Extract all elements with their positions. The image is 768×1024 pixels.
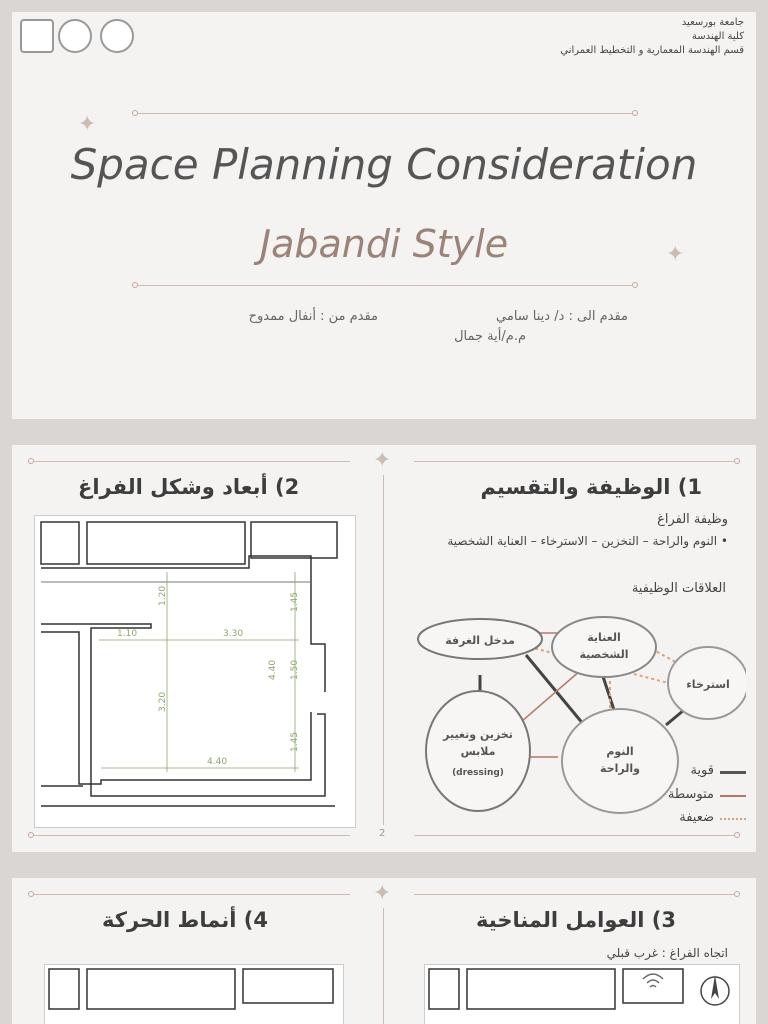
- bubble-relax-label: استرخاء: [686, 678, 730, 691]
- header-rule-left: [30, 894, 350, 895]
- bubble-sleep: [562, 709, 678, 813]
- dim-145b: 1.45: [290, 731, 300, 752]
- footer-rule-left: [30, 835, 350, 836]
- faculty-logo: [58, 19, 92, 53]
- legend-medium: متوسطة: [667, 787, 714, 802]
- plan-wall: [467, 969, 615, 1009]
- faculty-name: كلية الهندسة: [691, 31, 744, 42]
- institution-block: [560, 16, 744, 58]
- plan-wall: [251, 522, 337, 558]
- legend-strong-line: [720, 771, 746, 774]
- north-arrow-icon: [711, 975, 719, 999]
- floor-plan: [34, 515, 356, 828]
- divider-dot: [734, 891, 740, 897]
- bubble-sleep-label: النوم: [606, 745, 634, 758]
- divider-dot: [28, 832, 34, 838]
- divider-dot: [734, 458, 740, 464]
- plan-wall: [49, 969, 79, 1009]
- legend-weak-line: [720, 818, 746, 820]
- bullet-icon: •: [717, 534, 728, 548]
- divider-dot: [132, 282, 138, 288]
- presented-to: مقدم الى : د/ دينا سامي: [496, 309, 628, 324]
- function-bullet-text: النوم والراحة – التخزين – الاسترخاء – العناية الشخصية: [447, 534, 718, 548]
- divider-dot: [132, 110, 138, 116]
- title-slide: [12, 12, 756, 419]
- presented-by: مقدم من : أنفال ممدوح: [248, 309, 378, 324]
- header-rule-right: [414, 894, 736, 895]
- plan-wall: [243, 969, 333, 1003]
- column-divider: [383, 475, 384, 825]
- top-divider: [136, 113, 636, 114]
- bubble-care-label: العناية: [587, 631, 621, 644]
- plan-wall: [41, 624, 325, 796]
- legend-weak: ضعيفة: [679, 810, 714, 825]
- legend-strong: قوية: [690, 763, 714, 778]
- plan-wall: [41, 522, 79, 564]
- bubble-care-label-2: الشخصية: [579, 648, 629, 661]
- bubble-storage-label: تخزين وتغيير: [443, 728, 513, 741]
- university-name: جامعة بورسعيد: [681, 17, 744, 28]
- university-logo: [20, 19, 54, 53]
- column-divider: [383, 908, 384, 1024]
- section-heading-climate: 3) العوامل المناخية: [476, 908, 676, 932]
- section-heading-function: 1) الوظيفة والتقسيم: [480, 475, 702, 499]
- function-bullet: [447, 534, 728, 548]
- dim-330: 3.30: [223, 629, 244, 639]
- plan-wall: [87, 522, 245, 564]
- dim-440v: 4.40: [268, 659, 278, 680]
- dim-150: 1.50: [290, 659, 300, 680]
- department-logo: [100, 19, 134, 53]
- dim-320: 3.20: [158, 691, 168, 712]
- bottom-divider: [136, 285, 636, 286]
- bubble-storage-label-2: ملابس: [460, 745, 496, 758]
- divider-dot: [632, 110, 638, 116]
- wind-icon: [643, 974, 663, 987]
- sparkle-icon: ✦: [373, 881, 392, 906]
- circulation-plan: [44, 964, 344, 1024]
- plan-wall: [41, 632, 311, 784]
- content-slide-2: [12, 445, 756, 852]
- page-number: 2: [379, 828, 386, 839]
- legend-medium-line: [720, 795, 746, 797]
- slide-title: Space Planning Consideration: [70, 140, 698, 189]
- sparkle-icon: ✦: [666, 242, 685, 267]
- bubble-entry-label: مدخل الغرفة: [445, 634, 515, 647]
- sparkle-icon: ✦: [373, 448, 392, 473]
- climate-plan-drawing: [425, 965, 739, 1024]
- header-rule-left: [30, 461, 350, 462]
- circulation-plan-drawing: [45, 965, 343, 1024]
- dim-110: 1.10: [117, 629, 138, 639]
- relations-label: العلاقات الوظيفية: [631, 581, 726, 596]
- floor-plan-drawing: [35, 516, 355, 827]
- plan-wall: [87, 969, 235, 1009]
- dim-440h: 4.40: [207, 757, 228, 767]
- function-label: وظيفة الفراغ: [657, 512, 728, 527]
- divider-dot: [632, 282, 638, 288]
- bubble-sleep-label-2: والراحة: [600, 762, 640, 775]
- dim-145a: 1.45: [290, 591, 300, 612]
- section-heading-dimensions: 2) أبعاد وشكل الفراغ: [78, 475, 300, 499]
- header-rule-right: [414, 461, 736, 462]
- slide-subtitle: Jabandi Style: [259, 222, 509, 266]
- plan-wall: [429, 969, 459, 1009]
- bubble-storage-label-3: (dressing): [452, 768, 504, 778]
- dim-120: 1.20: [158, 585, 168, 606]
- divider-dot: [28, 891, 34, 897]
- section-heading-circulation: 4) أنماط الحركة: [102, 908, 268, 932]
- presented-to-second: م.م/أية جمال: [454, 329, 526, 344]
- bubble-care: [552, 617, 656, 677]
- department-name: قسم الهندسة المعمارية و التخطيط العمراني: [560, 45, 744, 56]
- sparkle-icon: ✦: [78, 112, 97, 137]
- orientation-label: اتجاه الفراغ : غرب قبلي: [606, 946, 728, 960]
- bubble-diagram: [406, 605, 746, 837]
- climate-plan: [424, 964, 740, 1024]
- divider-dot: [28, 458, 34, 464]
- content-slide-3: [12, 878, 756, 1024]
